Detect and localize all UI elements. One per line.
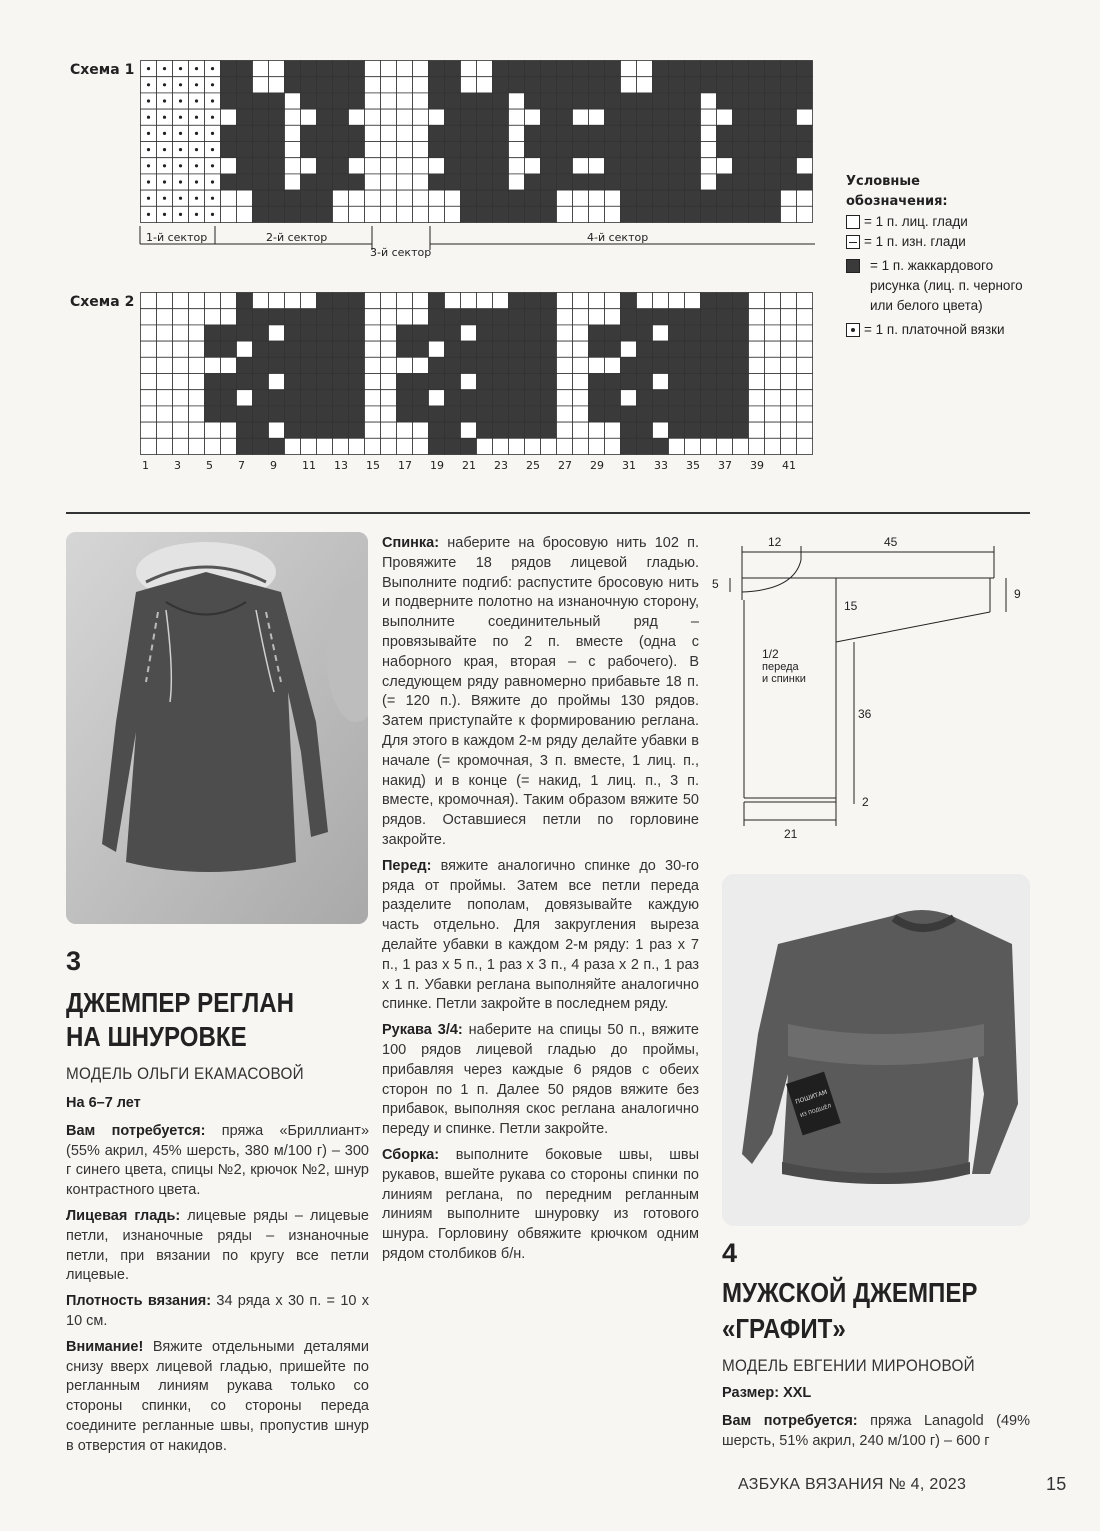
legend-item-knit: = 1 п. лиц. глади bbox=[864, 214, 968, 229]
column-number: 15 bbox=[366, 459, 380, 472]
legend-item-garter: = 1 п. платочной вязки bbox=[864, 322, 1005, 337]
column-number: 21 bbox=[462, 459, 476, 472]
column-number: 17 bbox=[398, 459, 412, 472]
article4-model-author: МОДЕЛЬ ЕВГЕНИИ МИРОНОВОЙ bbox=[722, 1356, 975, 1375]
column-number: 11 bbox=[302, 459, 316, 472]
article3-number: 3 bbox=[66, 946, 82, 976]
legend-title-2: обозначения: bbox=[846, 194, 948, 209]
article3-density-text: 34 ряда х 30 п. = 10 х 10 см. bbox=[66, 1293, 369, 1329]
footer-magazine: АЗБУКА ВЯЗАНИЯ № 4, 2023 bbox=[738, 1476, 967, 1493]
half-label-3: и спинки bbox=[762, 673, 806, 685]
column-number: 39 bbox=[750, 459, 764, 472]
sector1-label: 1-й сектор bbox=[146, 231, 208, 244]
sector2-label: 2-й сектор bbox=[266, 231, 328, 244]
schema1-sector-lines bbox=[135, 226, 825, 262]
article4-need-text: пряжа Lanagold (49% шерсть, 51% акрил, 240 м/100 г) – 600 г bbox=[722, 1412, 1030, 1449]
half-label-2: переда bbox=[762, 661, 799, 673]
article3-title-line2: НА ШНУРОВКЕ bbox=[66, 1021, 247, 1052]
back-label: Спинка: bbox=[382, 535, 440, 551]
column-number: 19 bbox=[430, 459, 444, 472]
article3-density-label: Плотность вязания: bbox=[66, 1293, 212, 1310]
garter-stitch-symbol-icon bbox=[846, 323, 860, 337]
schema1-label: Схема 1 bbox=[70, 62, 135, 78]
raglan-jumper-illustration bbox=[66, 532, 368, 924]
column-number: 27 bbox=[558, 459, 572, 472]
assembly-label: Сборка: bbox=[382, 1146, 440, 1163]
article3-model-author: МОДЕЛЬ ОЛЬГИ ЕКАМАСОВОЙ bbox=[66, 1064, 304, 1083]
dim-45: 45 bbox=[884, 535, 898, 549]
article3-need-text: пряжа «Бриллиант» (55% акрил, 45% шерсть, 380 м/100 г) – 300 г синего цвета, спицы №2, крючок №2, шнур контрастного цвета. bbox=[66, 1122, 370, 1199]
legend bbox=[846, 172, 1046, 340]
schema2-column-numbers bbox=[140, 459, 820, 475]
column-number: 3 bbox=[174, 459, 181, 472]
photo-raglan-jumper bbox=[66, 532, 368, 924]
article4-need-label: Вам потребуется: bbox=[722, 1412, 858, 1429]
article4-column bbox=[722, 1384, 1030, 1457]
article3-need-label: Вам потребуется: bbox=[66, 1122, 206, 1139]
footer-page-number: 15 bbox=[1046, 1474, 1067, 1494]
article3-title-line1: ДЖЕМПЕР РЕГЛАН bbox=[66, 987, 295, 1018]
sector3-label: 3-й сектор bbox=[370, 246, 432, 259]
assembly-text: выполните боковые швы, швы рукавов, вшейте рукава со стороны спинки по линиям реглана, по передним регланным линиям выполните шнуровку из готового шнура. Горловину обвяжите крючком одним рядом столбиков б/н. bbox=[382, 1146, 699, 1262]
column-number: 13 bbox=[334, 459, 348, 472]
column-number: 7 bbox=[238, 459, 245, 472]
article4-size: Размер: XXL bbox=[722, 1385, 812, 1401]
dim-15: 15 bbox=[844, 599, 858, 613]
article3-age: На 6–7 лет bbox=[66, 1095, 141, 1111]
sleeve-text: наберите на спицы 50 п., вяжите 100 рядов лицевой гладью до проймы, прибавляя через каждые 6 рядов с обеих сторон по 1 п. Далее 50 рядов вяжите без прибавок, выполняя скос реглана аналогично переду и спинке. Петли закройте. bbox=[382, 1022, 699, 1138]
column-number: 9 bbox=[270, 459, 277, 472]
dim-12: 12 bbox=[768, 535, 782, 549]
article4-title-line1: МУЖСКОЙ ДЖЕМПЕР bbox=[722, 1277, 978, 1308]
jacquard-stitch-symbol-icon bbox=[846, 259, 860, 273]
article4-title-line2: «ГРАФИТ» bbox=[722, 1313, 846, 1344]
column-number: 1 bbox=[142, 459, 149, 472]
dim-36: 36 bbox=[858, 707, 872, 721]
article3-attention-text: Вяжите отдельными деталями снизу вверх лицевой гладью, пришейте по регланным линиям рукава только со стороны спинки, со стороны переда соедините регланные швы, пропустив шнур в отверстия от накидов. bbox=[66, 1338, 369, 1454]
dim-21: 21 bbox=[784, 827, 798, 841]
column-number: 37 bbox=[718, 459, 732, 472]
article3-left-column bbox=[66, 1094, 369, 1463]
legend-item-purl: = 1 п. изн. глади bbox=[864, 234, 966, 249]
dim-9: 9 bbox=[1014, 587, 1021, 601]
graphite-jumper-illustration bbox=[722, 874, 1030, 1226]
photo-graphite-jumper bbox=[722, 874, 1030, 1226]
article3-gl-label: Лицевая гладь: bbox=[66, 1207, 181, 1224]
sector4-label: 4-й сектор bbox=[587, 231, 649, 244]
half-label-1: 1/2 bbox=[762, 647, 779, 661]
front-label: Перед: bbox=[382, 857, 432, 874]
article4-number: 4 bbox=[722, 1238, 738, 1268]
legend-title-1: Условные bbox=[846, 174, 920, 189]
column-number: 29 bbox=[590, 459, 604, 472]
schema2-label: Схема 2 bbox=[70, 294, 135, 310]
section-divider bbox=[66, 512, 1030, 514]
schema1-chart bbox=[140, 60, 820, 230]
article3-middle-column bbox=[382, 534, 699, 1271]
dim-2: 2 bbox=[862, 795, 869, 809]
article3-attention-label: Внимание! bbox=[66, 1338, 144, 1355]
size-diagram bbox=[706, 530, 1036, 850]
tag-text-2: ИЗ ПОДШЁЛ bbox=[799, 1103, 833, 1119]
sleeve-label: Рукава 3/4: bbox=[382, 1022, 463, 1039]
knit-stitch-symbol-icon bbox=[846, 215, 860, 229]
tag-text-1: ПОШИТАМ bbox=[794, 1088, 829, 1106]
schema2-chart bbox=[140, 292, 820, 462]
dim-5: 5 bbox=[712, 577, 719, 591]
column-number: 33 bbox=[654, 459, 668, 472]
purl-stitch-symbol-icon bbox=[846, 235, 860, 249]
column-number: 25 bbox=[526, 459, 540, 472]
back-text: наберите на бросовую нить 102 п. Провяжите 18 рядов лицевой гладью. Выполните подгиб: распустите бросовую нить и подверните полотно на изнаночную сторону, выполните соединительный ряд – провязывайте по 2 п. вместе (одна с наборного края, вторая – с рабочего). В следующем ряду равномерно прибавьте 18 п. (= 120 п.). Вяжите до проймы 130 рядов. Затем приступайте к формированию реглана. Для этого в каждом 2-м ряду делайте убавки в начале (= кромочная, 3 п. вместе, 1 лиц. п., накид) и в конце (= накид, 1 лиц. п., 3 п. вместе, кромочная). Таким образом вяжите 50 рядов. Оставшиеся петли по горловине закройте. bbox=[382, 535, 699, 848]
legend-item-jacquard: = 1 п. жаккардового рисунка (лиц. п. черного или белого цвета) bbox=[870, 258, 1023, 313]
column-number: 23 bbox=[494, 459, 508, 472]
front-text: вяжите аналогично спинке до 30-го ряда от проймы. Затем все петли переда разделите пополам, довязывайте каждую часть отдельно. Для закругления выреза делайте убавки в каждом 2-м ряду: 1 раз х 7 п., 1 раз х 5 п., 1 раз х 3 п., 4 раза х 2 п., 1 раз х 1 п. Убавки реглана выполняйте аналогично спинке. Петли закройте в последнем ряду. bbox=[382, 857, 699, 1013]
article3-gl-text: лицевые ряды – лицевые петли, изнаночные ряды – изнаночные петли, при вязании по кругу все петли лицевые. bbox=[66, 1207, 369, 1284]
column-number: 31 bbox=[622, 459, 636, 472]
column-number: 5 bbox=[206, 459, 213, 472]
column-number: 41 bbox=[782, 459, 796, 472]
column-number: 35 bbox=[686, 459, 700, 472]
